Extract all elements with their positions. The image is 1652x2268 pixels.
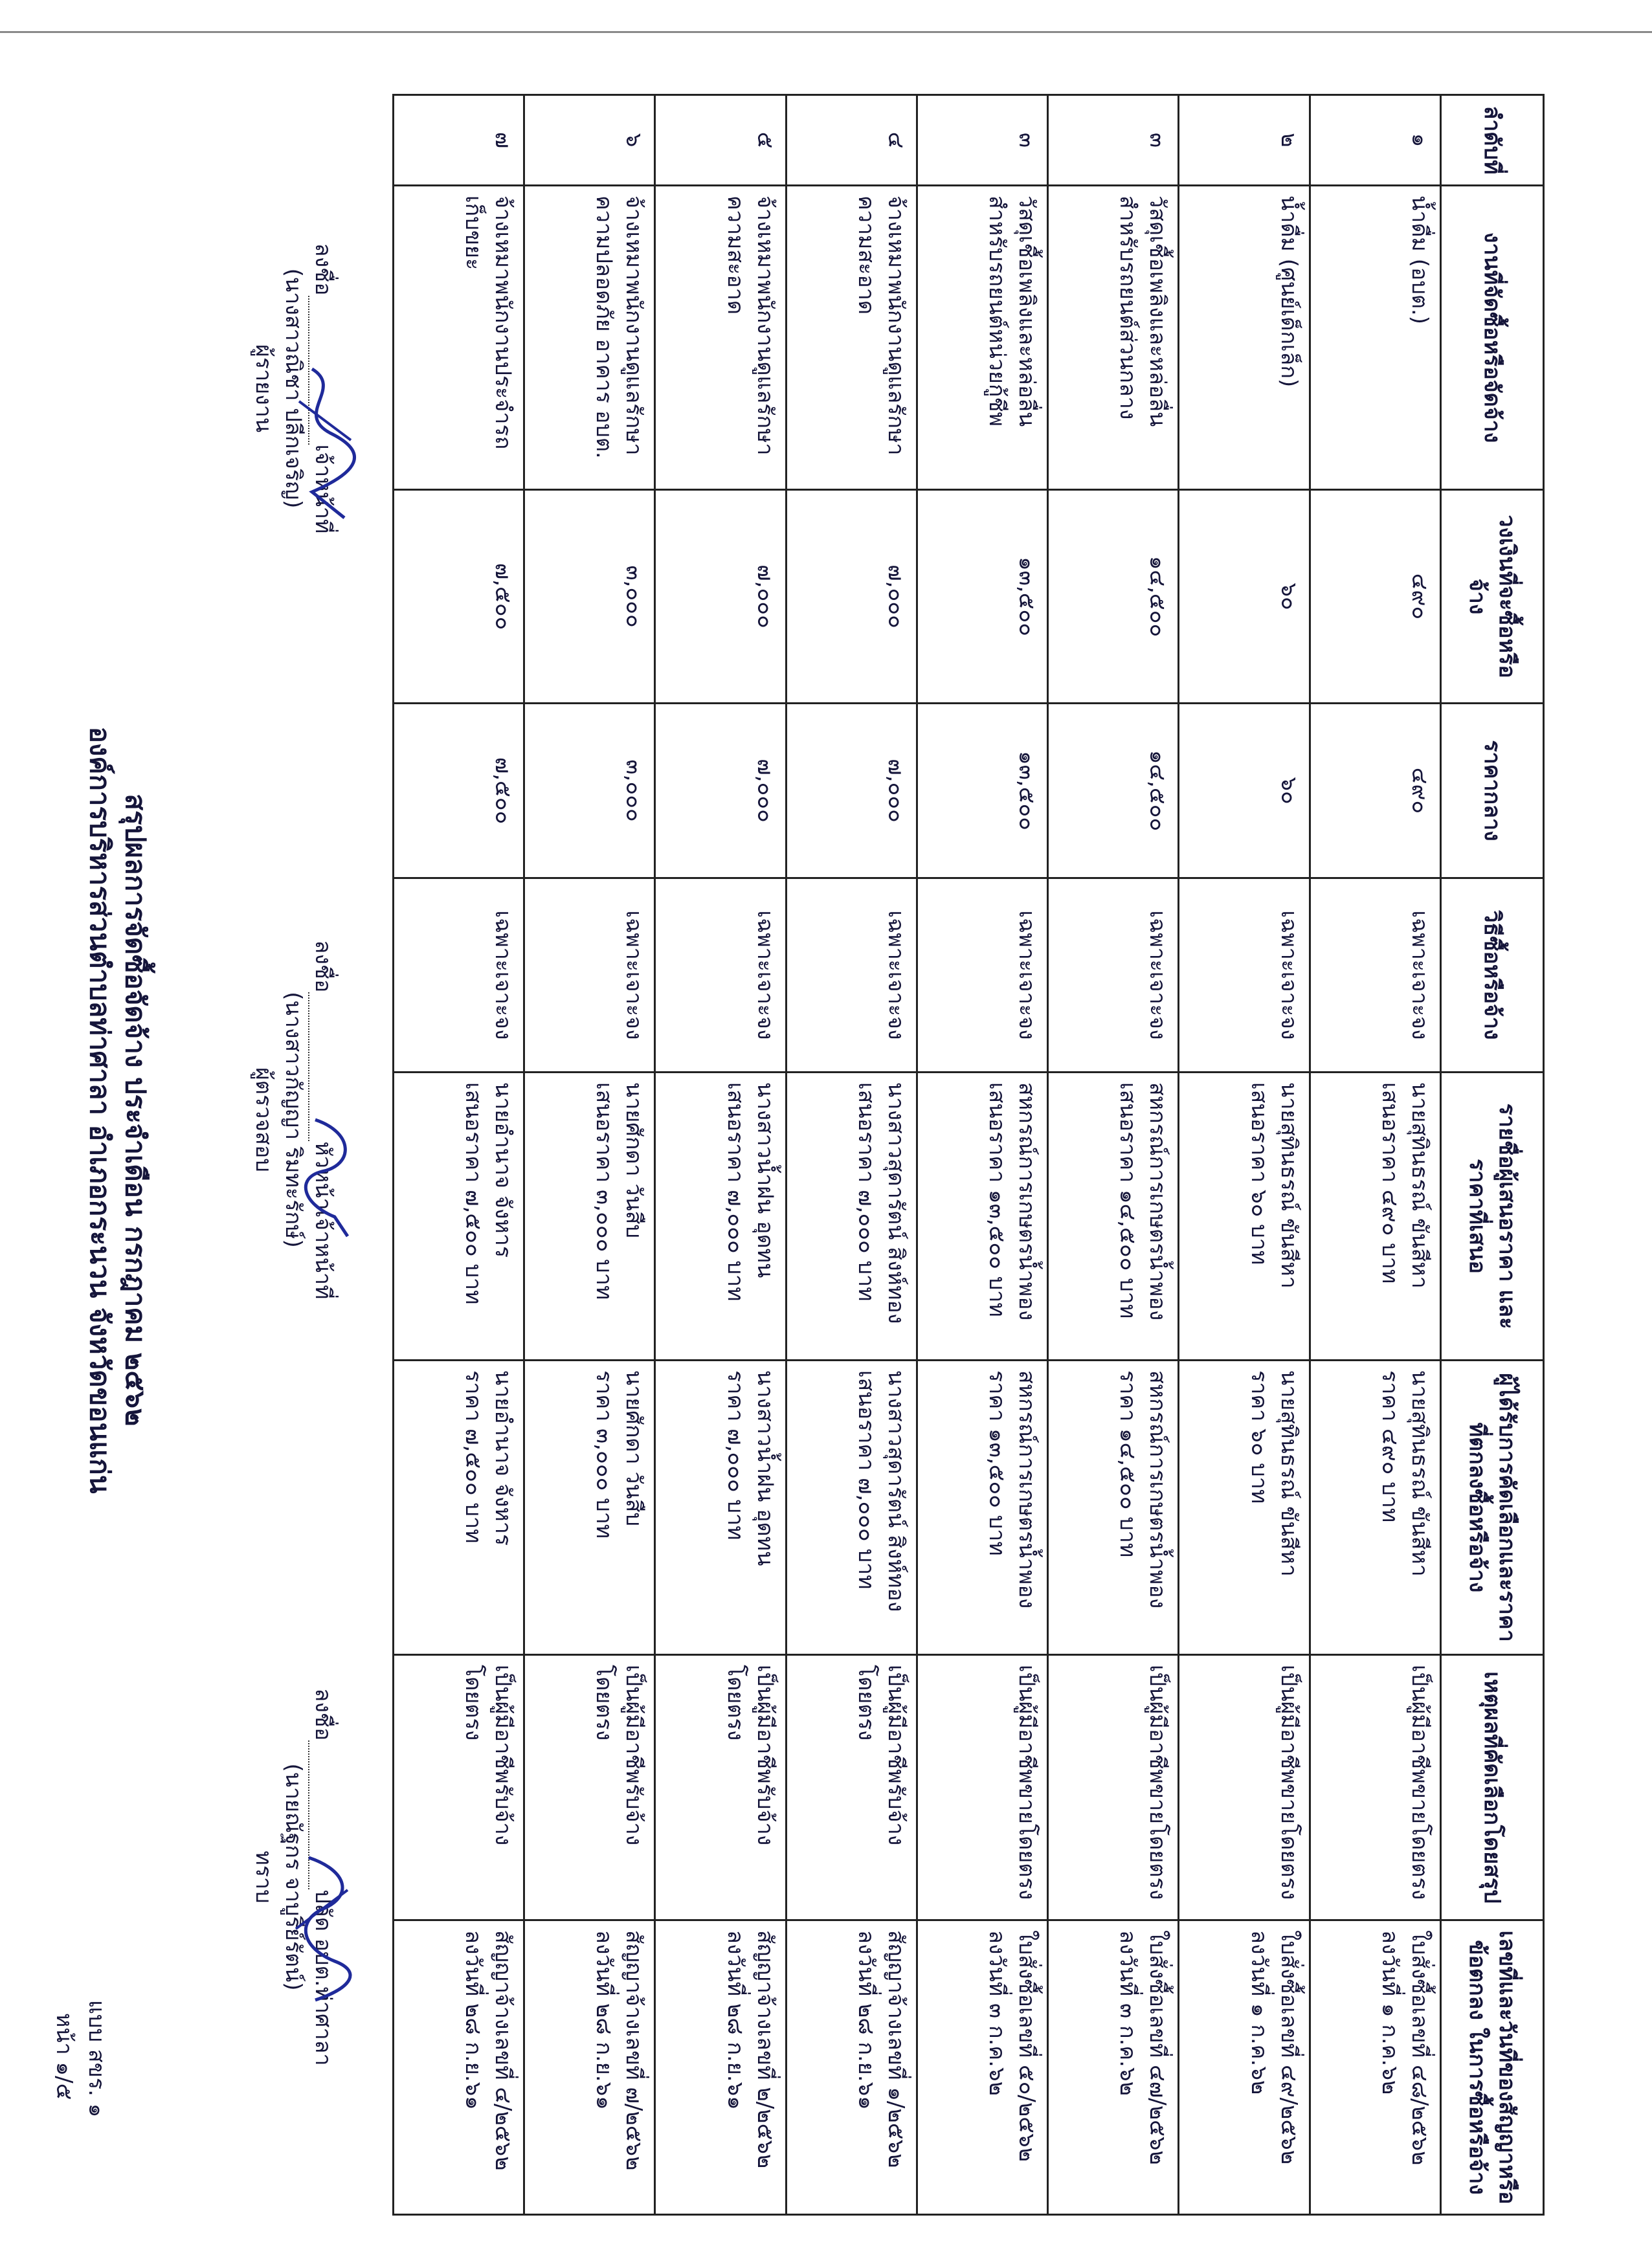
document-title: สรุปผลการจัดซื้อจัดจ้าง ประจำเดือน กรกฎาคม ๒๕๖๒ <box>120 794 151 1427</box>
cell-reason: เป็นผู้มีอาชีพขายโดยตรง <box>1310 1655 1440 1920</box>
contract-date: ลงวันที่ ๒๘ ก.ย.๖๑ <box>591 1930 618 2110</box>
contract-date: ลงวันที่ ๑ ก.ค.๖๒ <box>1377 1930 1403 2095</box>
col-header-item: งานที่จัดซื้อหรือจัดจ้าง <box>1441 186 1544 490</box>
cell-budget: ๔๙๐ <box>1310 490 1440 704</box>
cell-contract <box>1310 1920 1440 2215</box>
col-header-winner: ผู้ได้รับการคัดเลือกและราคาที่ตกลงซื้อหรือจ้าง <box>1441 1361 1544 1655</box>
sign-prefix: ลงชื่อ <box>310 1688 336 1741</box>
win-price: ราคา ๗,๕๐๐ บาท <box>460 1370 487 1544</box>
cell-median-price: ๗,๐๐๐ <box>655 704 786 878</box>
cell-bidder <box>1048 1073 1179 1361</box>
cell-method: เฉพาะเจาะจง <box>917 878 1048 1073</box>
win-price: ราคา ๓,๐๐๐ บาท <box>591 1370 618 1539</box>
table-row <box>1048 95 1179 2215</box>
winner-name: นายอำนาจ จังหาร <box>490 1370 517 1546</box>
win-price: ราคา ๗,๐๐๐ บาท <box>722 1370 748 1540</box>
bidder-name: สหกรณ์การเกษตรน้ำพอง <box>1014 1082 1040 1321</box>
contract-date: ลงวันที่ ๓ ก.ค.๖๒ <box>984 1930 1010 2096</box>
cell-bidder <box>1310 1073 1440 1361</box>
handwritten-signature-inspector <box>289 1107 367 1249</box>
cell-method: เฉพาะเจาะจง <box>524 878 655 1073</box>
sign-prefix: ลงชื่อ <box>310 940 336 993</box>
cell-reason: เป็นผู้มีอาชีพรับจ้างโดยตรง <box>394 1655 524 1920</box>
cell-item: วัสดุเชื้อเพลิงและหล่อลื่น สำหรับรถยนต์ส่วนกลาง <box>1048 186 1179 490</box>
bid-price: เสนอราคา ๖๐ บาท <box>1245 1082 1272 1265</box>
bid-price: เสนอราคา ๑๔,๕๐๐ บาท <box>1115 1082 1141 1319</box>
table-row <box>786 95 917 2215</box>
col-header-bidders: รายชื่อผู้เสนอราคา และราคาที่เสนอ <box>1441 1073 1544 1361</box>
bid-price: เสนอราคา ๓,๐๐๐ บาท <box>591 1082 618 1300</box>
cell-bidder <box>524 1073 655 1361</box>
cell-median-price: ๗,๐๐๐ <box>786 704 917 878</box>
cell-item: วัสดุเชื้อเพลิงและหล่อลื่น สำหรับรถยนต์หน่วยกู้ชีพ <box>917 186 1048 490</box>
winner-name: นางสาวน้ำฝน อุดทน <box>752 1370 778 1566</box>
cell-bidder <box>655 1073 786 1361</box>
cell-contract <box>786 1920 917 2215</box>
win-price: ราคา ๑๔,๕๐๐ บาท <box>1115 1370 1141 1558</box>
cell-bidder <box>917 1073 1048 1361</box>
cell-contract <box>1179 1920 1310 2215</box>
contract-no: สัญญาจ้างเลขที่ ๔/๒๕๖๒ <box>490 1930 517 2171</box>
contract-no: สัญญาจ้างเลขที่ ๗/๒๕๖๒ <box>621 1930 647 2171</box>
cell-contract <box>524 1920 655 2215</box>
bidder-name: นางสาวสุดารัตน์ สิงห์ทอง <box>883 1082 909 1324</box>
cell-no: ๓ <box>917 95 1048 186</box>
cell-item: จ้างเหมาพนักงานประจำรถ เก็บขยะ <box>394 186 524 490</box>
table-header-row <box>1441 95 1544 2215</box>
cell-winner <box>1179 1361 1310 1655</box>
col-header-contract: เลขที่และวันที่ของสัญญาหรือข้อตกลง ในการซื้อหรือจ้าง <box>1441 1920 1544 2215</box>
cell-reason: เป็นผู้มีอาชีพรับจ้างโดยตรง <box>524 1655 655 1920</box>
contract-no: สัญญาจ้างเลขที่ ๒/๒๕๖๒ <box>752 1930 778 2169</box>
sign-prefix: ลงชื่อ <box>310 243 336 296</box>
cell-budget: ๑๔,๕๐๐ <box>1048 490 1179 704</box>
signer-position: เจ้าหน้าที่ <box>310 444 336 534</box>
procurement-table <box>392 94 1545 2216</box>
contract-date: ลงวันที่ ๑ ก.ค.๖๒ <box>1245 1930 1272 2095</box>
cell-winner <box>655 1361 786 1655</box>
win-price: ราคา ๖๐ บาท <box>1245 1370 1272 1504</box>
cell-winner <box>786 1361 917 1655</box>
winner-name: นายศักดา วันสืบ <box>621 1370 647 1527</box>
cell-budget: ๗,๐๐๐ <box>655 490 786 704</box>
contract-no: ใบสั่งซื้อเลขที่ ๔๙/๒๕๖๒ <box>1275 1930 1302 2165</box>
bidder-name: นายศักดา วันสืบ <box>621 1082 647 1239</box>
cell-bidder <box>786 1073 917 1361</box>
col-header-reason: เหตุผลที่คัดเลือกโดยสรุป <box>1441 1655 1544 1920</box>
handwritten-signature-acknowledger <box>283 1851 374 2007</box>
cell-reason: เป็นผู้มีอาชีพรับจ้างโดยตรง <box>786 1655 917 1920</box>
cell-budget: ๗,๕๐๐ <box>394 490 524 704</box>
cell-reason: เป็นผู้มีอาชีพขายโดยตรง <box>917 1655 1048 1920</box>
cell-winner <box>524 1361 655 1655</box>
col-header-method: วิธีซื้อหรือจ้าง <box>1441 878 1544 1073</box>
signer-role: ผู้ตรวจสอบ <box>251 1067 276 1173</box>
win-price: เสนอราคา ๗,๐๐๐ บาท <box>853 1370 879 1590</box>
cell-budget: ๑๓,๕๐๐ <box>917 490 1048 704</box>
document-subtitle: องค์การบริหารส่วนตำบลท่าศาลา อำเภอกระนวน จังหวัดขอนแก่น <box>84 726 116 1494</box>
cell-winner <box>917 1361 1048 1655</box>
bid-price: เสนอราคา ๗,๕๐๐ บาท <box>460 1082 487 1305</box>
cell-contract <box>917 1920 1048 2215</box>
bidder-name: นางสาวน้ำฝน อุดทน <box>752 1082 778 1278</box>
cell-winner <box>1048 1361 1179 1655</box>
cell-budget: ๗,๐๐๐ <box>786 490 917 704</box>
cell-median-price: ๔๙๐ <box>1310 704 1440 878</box>
win-price: ราคา ๔๙๐ บาท <box>1377 1370 1403 1523</box>
bid-price: เสนอราคา ๗,๐๐๐ บาท <box>853 1082 879 1302</box>
contract-no: สัญญาจ้างเลขที่ ๑/๒๕๖๒ <box>883 1930 909 2168</box>
contract-no: ใบสั่งซื้อเลขที่ ๔๘/๒๕๖๒ <box>1407 1930 1433 2166</box>
cell-no: ๗ <box>394 95 524 186</box>
bidder-name: นายสุทินธรณ์ ขันสีหา <box>1275 1082 1302 1289</box>
cell-bidder <box>394 1073 524 1361</box>
cell-no: ๒ <box>1179 95 1310 186</box>
cell-winner <box>1310 1361 1440 1655</box>
table-row <box>655 95 786 2215</box>
winner-name: นายสุทินธรณ์ ขันสีหา <box>1407 1370 1433 1577</box>
cell-no: ๔ <box>786 95 917 186</box>
winner-name: นางสาวสุดารัตน์ สิงห์ทอง <box>883 1370 909 1612</box>
col-header-no: ลำดับที่ <box>1441 95 1544 186</box>
cell-median-price: ๑๓,๕๐๐ <box>917 704 1048 878</box>
col-header-budget: วงเงินที่จะซื้อหรือจ้าง <box>1441 490 1544 704</box>
cell-contract <box>655 1920 786 2215</box>
table-row <box>524 95 655 2215</box>
cell-method: เฉพาะเจาะจง <box>1310 878 1440 1073</box>
table-row <box>394 95 524 2215</box>
cell-method: เฉพาะเจาะจง <box>1048 878 1179 1073</box>
cell-contract <box>394 1920 524 2215</box>
contract-no: ใบสั่งซื้อเลขที่ ๕๐/๒๕๖๒ <box>1014 1930 1040 2162</box>
contract-date: ลงวันที่ ๒๘ ก.ย.๖๑ <box>853 1930 879 2110</box>
cell-reason: เป็นผู้มีอาชีพขายโดยตรง <box>1048 1655 1179 1920</box>
cell-budget: ๓,๐๐๐ <box>524 490 655 704</box>
cell-contract <box>1048 1920 1179 2215</box>
contract-no: ใบสั่งซื้อเลขที่ ๔๗/๒๕๖๒ <box>1144 1930 1171 2165</box>
cell-item: จ้างเหมาพนักงานดูแลรักษา ความสะอาด <box>786 186 917 490</box>
cell-median-price: ๓,๐๐๐ <box>524 704 655 878</box>
cell-bidder <box>1179 1073 1310 1361</box>
cell-item: จ้างเหมาพนักงานดูแลรักษา ความปลอดภัย อาคาร อบต. <box>524 186 655 490</box>
win-price: ราคา ๑๓,๕๐๐ บาท <box>984 1370 1010 1556</box>
form-code: แบบ สขร. ๑ <box>84 2000 109 2118</box>
signer-name: (นางสาวกัญญา ริมทะรักษ์) <box>280 992 306 1248</box>
cell-median-price: ๑๔,๕๐๐ <box>1048 704 1179 878</box>
table-row <box>917 95 1048 2215</box>
bid-price: เสนอราคา ๗,๐๐๐ บาท <box>722 1082 748 1302</box>
cell-budget: ๖๐ <box>1179 490 1310 704</box>
cell-item: น้ำดื่ม (อบต.) <box>1310 186 1440 490</box>
winner-name: สหกรณ์การเกษตรน้ำพอง <box>1014 1370 1040 1609</box>
bidder-name: สหกรณ์การเกษตรน้ำพอง <box>1144 1082 1171 1321</box>
table-row <box>1179 95 1310 2215</box>
col-header-median: ราคากลาง <box>1441 704 1544 878</box>
cell-no: ๑ <box>1310 95 1440 186</box>
cell-item: จ้างเหมาพนักงานดูแลรักษา ความสะอาด <box>655 186 786 490</box>
signer-position: ปลัด อบต.ท่าศาลา <box>310 1889 336 2066</box>
signer-position: หัวหน้าเจ้าหน้าที่ <box>310 1141 336 1300</box>
cell-no: ๖ <box>524 95 655 186</box>
cell-winner <box>394 1361 524 1655</box>
cell-no: ๕ <box>655 95 786 186</box>
bid-price: เสนอราคา ๑๓,๕๐๐ บาท <box>984 1082 1010 1317</box>
bidder-name: นายสุทินธรณ์ ขันสีหา <box>1407 1082 1433 1289</box>
cell-median-price: ๖๐ <box>1179 704 1310 878</box>
cell-reason: เป็นผู้มีอาชีพขายโดยตรง <box>1179 1655 1310 1920</box>
cell-method: เฉพาะเจาะจง <box>655 878 786 1073</box>
cell-method: เฉพาะเจาะจง <box>394 878 524 1073</box>
signer-role: ทราบ <box>251 1851 276 1904</box>
cell-no: ๓ <box>1048 95 1179 186</box>
signer-name: (นางสาวณิชา ปลีกเจริญ) <box>280 268 306 509</box>
cell-reason: เป็นผู้มีอาชีพรับจ้างโดยตรง <box>655 1655 786 1920</box>
signer-name: (นายณัฐกร จาบูรีย์รัตน์) <box>280 1763 306 1991</box>
bid-price: เสนอราคา ๔๙๐ บาท <box>1377 1082 1403 1284</box>
page-number: หน้า ๑/๕ <box>51 2013 77 2100</box>
table-row <box>1310 95 1440 2215</box>
cell-item: น้ำดื่ม (ศูนย์เด็กเล็ก) <box>1179 186 1310 490</box>
cell-method: เฉพาะเจาะจง <box>786 878 917 1073</box>
contract-date: ลงวันที่ ๓ ก.ค.๖๒ <box>1115 1930 1141 2096</box>
contract-date: ลงวันที่ ๒๘ ก.ย.๖๑ <box>722 1930 748 2110</box>
handwritten-signature-reporter <box>280 362 370 531</box>
winner-name: นายสุทินธรณ์ ขันสีหา <box>1275 1370 1302 1577</box>
bidder-name: นายอำนาจ จังหาร <box>490 1082 517 1258</box>
contract-date: ลงวันที่ ๒๘ ก.ย.๖๑ <box>460 1930 487 2110</box>
cell-method: เฉพาะเจาะจง <box>1179 878 1310 1073</box>
signer-role: ผู้รายงาน <box>251 344 276 433</box>
winner-name: สหกรณ์การเกษตรน้ำพอง <box>1144 1370 1171 1609</box>
cell-median-price: ๗,๕๐๐ <box>394 704 524 878</box>
